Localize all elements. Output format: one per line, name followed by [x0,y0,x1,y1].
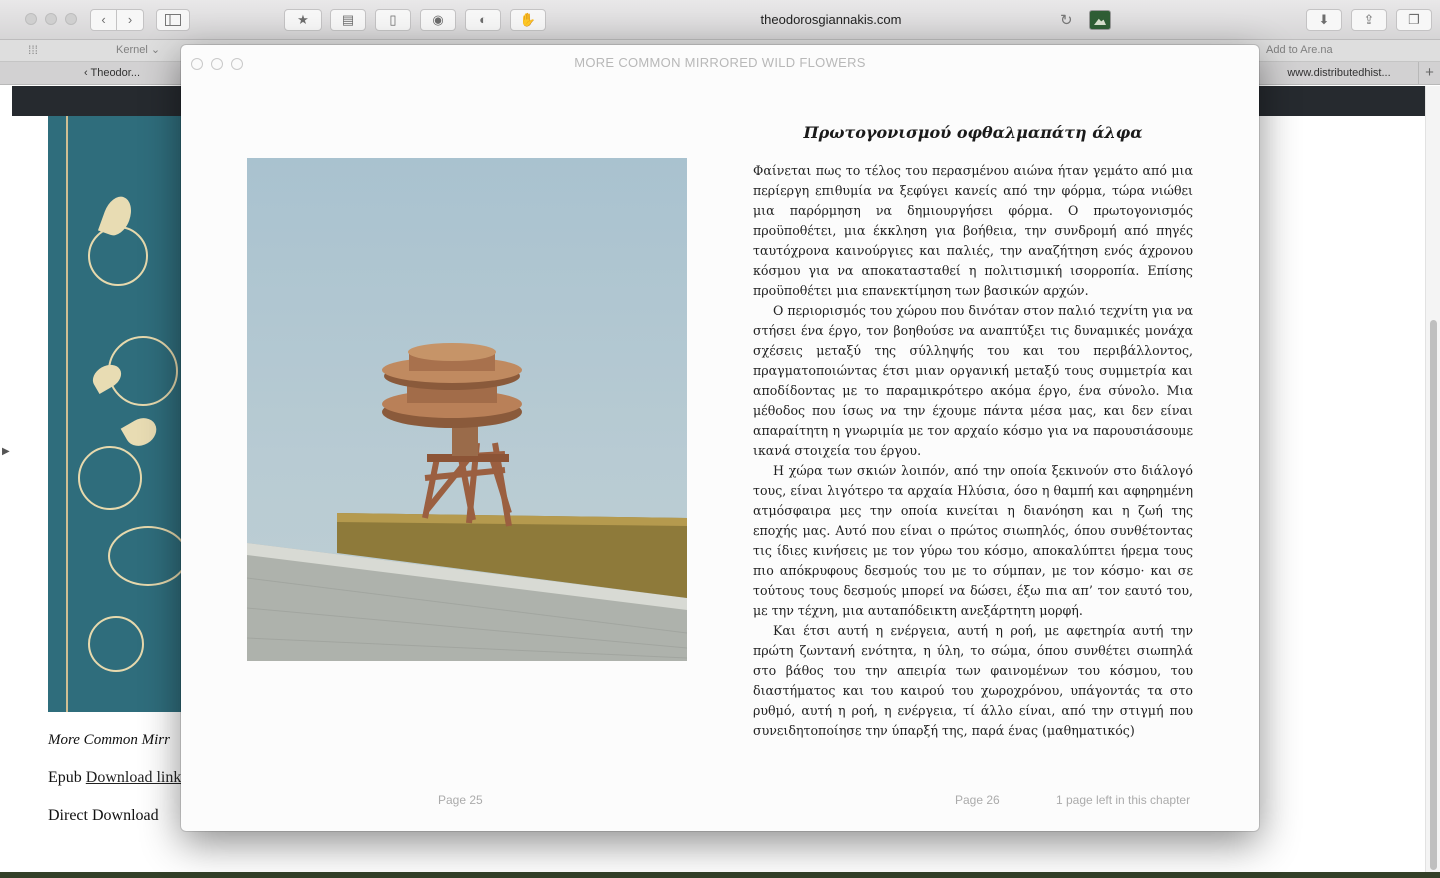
desktop-background [0,872,1440,878]
cover-border [66,116,68,712]
paragraph: Ο περιορισμός του χώρου που δινόταν στον παλιό τεχνίτη για να στήσει ένα έργο, τον βοηθούσε να αναπτύξει τις δυναμικές μονάχα σχέσεις μεταξύ της σύλληψής του και του περιβάλλοντος, πραγματοποιώντας έτσι μιαν οργανική μεταξύ τους συμμετρία και αποδίδοντας με το παραμικρότερο ακόμα έργο, ένα σύνολο. Μια μέθοδος που ίσως να την έχουμε πάντα μέσα μας, και δεν είναι απαραίτητη η γνωριμία με τον αρχαίο κόσμο για να παρουσιάσουμε ικανά στοιχεία του έργου. [753,303,1193,458]
paragraph: Και έτσι αυτή η ενέργεια, αυτή η ροή, με αφετηρία αυτή την πρώτη ζωντανή ενότητα, η ύλη, το σώμα, όπου συνθέτει σιωπηλά στο βάθος του την απειρία των φαινομένων του κόσμου, του διαστήματος και του καιρού του χωροχρόνου, υπάγοντάς τα στο ρυθμό, αυτή η ροή, η ενέργεια, τί άλλο είναι, από την στιγμή που συνειδητοποίησε την ύπαρξή της, παρά ένας (μαθηματικός) [753,623,1193,738]
sidebar-button[interactable] [156,9,190,31]
play-icon[interactable]: ▶ [2,446,10,457]
chevron-right-icon: › [127,12,133,27]
pages-left-indicator: 1 page left in this chapter [1056,793,1191,807]
book-caption: More Common Mirr [48,732,170,748]
page-number-right: Page 26 [955,793,1000,807]
cover-flower [88,616,144,672]
bookmark-extension-button[interactable] [284,9,322,31]
cover-petal [121,413,162,452]
shield-icon: ◐ [479,12,487,27]
tabs-overview-button[interactable] [1396,9,1432,31]
zoom-window-button[interactable] [65,13,77,25]
reader-window-title: MORE COMMON MIRRORED WILD FLOWERS [574,55,866,70]
paragraph: Η χώρα των σκιών λοιπόν, από την οποία ξεκινούν στο διάλογό τους, είναι λιγότερο τα αρχαία Ηλύσια, όσο η θαμπή και αφηρημένη ατμόσφαιρα μες την οποία κινείται η διανόηση και η ζωή της εποχής μας. Αυτό που είναι ο πρώτος σιωπηλός, όπου συνθέτοντας τις ίδιες κινήσεις με τον γύρω του κόσμο, αποκαλύπτει ήρεμα τους πιο απόκρυφους δεσμούς του με το σύμπαν, με τον κόσμο· και σε τούτους τους δεσμούς μπορεί να δώσει, έξω πια απ’ τον εαυτό του, με την τέχνη, μια αυταπόδεικτη ανεξάρτητη μορφή. [753,463,1193,618]
phone-icon: ▯ [389,12,397,27]
favorite-kernel-label: Kernel [116,44,148,56]
download-icon: ⬇ [1318,12,1330,27]
epub-label: Epub [48,769,82,786]
hand-icon: ✋ [519,12,537,27]
chevron-down-icon: ⌄ [150,44,161,56]
page-number-left: Page 25 [438,793,483,807]
reader-extension-button[interactable] [375,9,411,31]
new-tab-button[interactable]: + [1425,64,1434,81]
epub-download-link[interactable]: Download link [85,769,182,786]
ebook-reader-window [181,45,1259,831]
document-icon: ▤ [341,12,355,27]
reload-icon[interactable]: ↻ [1060,12,1073,29]
ghost-icon: ◉ [432,12,444,27]
grid-icon[interactable]: ⁞⁞⁞ [28,43,39,57]
address-text: theodorosgiannakis.com [760,12,902,27]
star-icon: ★ [297,12,309,27]
scrollbar-thumb[interactable] [1430,320,1437,870]
favorite-arena[interactable]: Add to Are.na [1266,44,1333,56]
forward-button[interactable] [117,9,144,31]
share-button[interactable] [1351,9,1387,31]
address-bar[interactable] [576,9,1086,31]
tab-distributedhistory[interactable]: www.distributedhist... [1287,67,1391,79]
book-cover-image [48,116,188,712]
grab-extension-button[interactable] [510,9,546,31]
epub-row [48,769,181,787]
tabs-icon: ❐ [1408,12,1420,27]
siren-photo [247,158,687,661]
notes-extension-button[interactable] [330,9,366,31]
minimize-window-button[interactable] [45,13,57,25]
tab-theodoros[interactable]: ‹ Theodor... [83,67,141,79]
close-window-button[interactable] [25,13,37,25]
ghostery-extension-button[interactable] [420,9,456,31]
sidebar-icon [165,14,181,26]
ublock-extension-button[interactable] [465,9,501,31]
back-button[interactable] [90,9,117,31]
downloads-button[interactable] [1306,9,1342,31]
chapter-title: Πρωτογονισμού οφθαλμαπάτη άλφα [803,123,1143,142]
image-extension-icon[interactable] [1089,10,1111,30]
cover-flower [108,526,188,586]
chevron-left-icon: ‹ [101,12,106,27]
chapter-body [753,161,1193,761]
cover-flower [88,226,148,286]
browser-toolbar [0,0,1440,40]
share-icon: ⇪ [1363,12,1375,27]
siren-illustration [247,158,687,661]
cover-flower [78,446,142,510]
favorite-kernel[interactable] [116,40,160,61]
direct-download-link[interactable]: Direct Download [48,807,159,824]
paragraph: Φαίνεται πως το τέλος του περασμένου αιώνα ήταν γεμάτο από μια περίεργη επιθυμία να ξεφύγει κανείς από την φόρμα, τώρα νιώθει μια παρόρμηση να δημιουργήσει φόρμα. Ο πρωτογονισμός προϋποθέτει, μια έκκληση για βοήθεια, την συνδρομή από πηγές ταυτόχρονα καινούργιες και παλιές, την αναζήτηση ενός άχρονου κόσμου για να αποκατασταθεί η πολιτισμική ισορροπία. Επίσης προϋποθέτει μια επανεκτίμηση των βασικών αρχών. [753,163,1193,298]
